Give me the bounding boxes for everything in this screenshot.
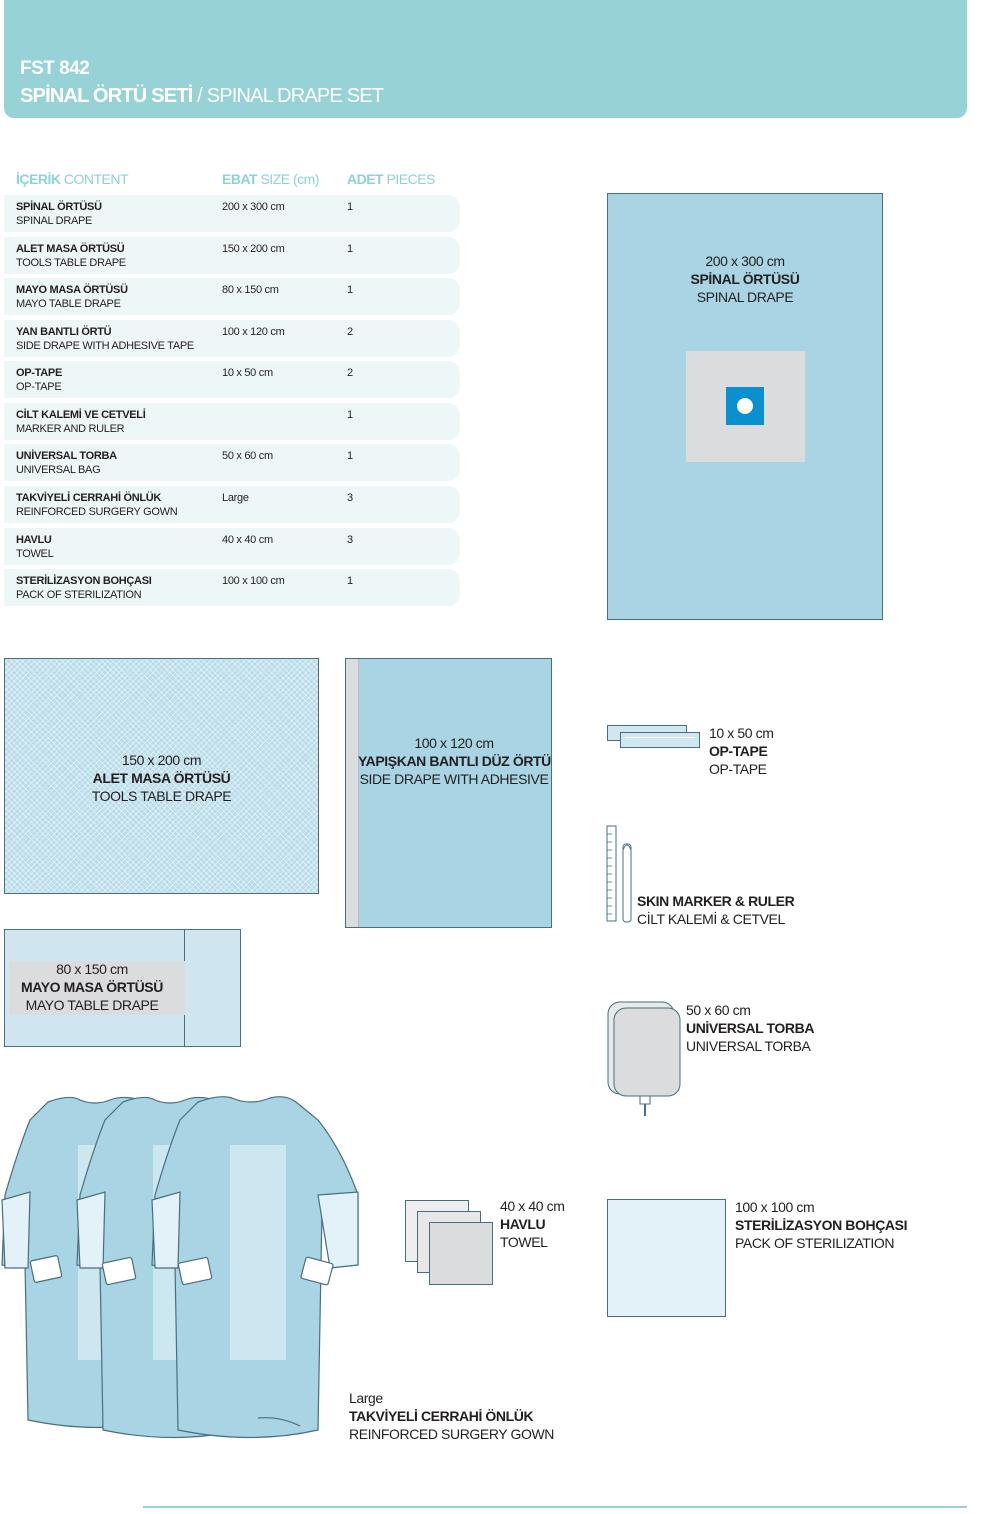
bag-size: 50 x 60 cm — [686, 1002, 751, 1018]
pack-tr: STERİLİZASYON BOHÇASI — [735, 1217, 908, 1233]
pieces-column-header: ADET PIECES — [347, 171, 435, 187]
marker-tr: SKIN MARKER & RULER — [637, 893, 795, 909]
bag-label — [686, 1001, 814, 1055]
content-column-header: İÇERİK CONTENT — [16, 171, 129, 187]
footer-divider — [143, 1506, 967, 1508]
row-pieces: 3 — [347, 534, 354, 546]
spinal-drape-label — [607, 252, 883, 306]
spinal-en: SPINAL DRAPE — [696, 289, 794, 305]
row-size: 80 x 150 cm — [222, 284, 279, 296]
row-pieces: 1 — [347, 575, 354, 587]
table-row — [4, 361, 460, 398]
page-title — [20, 85, 383, 108]
tools-tr: ALET MASA ÖRTÜSÜ — [92, 770, 231, 786]
fenestration-window — [726, 387, 764, 425]
pack-en: PACK OF STERILIZATION — [735, 1235, 895, 1251]
row-name-en: REINFORCED SURGERY GOWN — [16, 506, 178, 518]
towel-label — [500, 1197, 564, 1251]
fenestration-area — [686, 351, 805, 462]
row-pieces: 1 — [347, 409, 354, 421]
row-pieces: 1 — [347, 284, 354, 296]
row-name-tr: YAN BANTLI ÖRTÜ — [16, 326, 112, 338]
side-size: 100 x 120 cm — [414, 735, 494, 751]
tools-size: 150 x 200 cm — [121, 752, 202, 768]
row-name-en: TOOLS TABLE DRAPE — [16, 257, 126, 269]
gown-label — [349, 1389, 554, 1443]
table-row — [4, 403, 460, 440]
row-size: 50 x 60 cm — [222, 450, 273, 462]
table-row — [4, 278, 460, 315]
row-name-tr: SPİNAL ÖRTÜSÜ — [16, 201, 102, 213]
title-en: SPINAL DRAPE SET — [206, 85, 384, 107]
row-pieces: 1 — [347, 450, 354, 462]
row-size: 150 x 200 cm — [222, 243, 285, 255]
gown-en: REINFORCED SURGERY GOWN — [349, 1426, 554, 1442]
tools-drape-label — [4, 751, 319, 805]
adhesive-strip — [346, 659, 359, 927]
marker-en: CİLT KALEMİ & CETVEL — [637, 911, 785, 927]
row-name-tr: MAYO MASA ÖRTÜSÜ — [16, 284, 128, 296]
product-code: FST 842 — [20, 58, 90, 79]
row-name-en: MARKER AND RULER — [16, 423, 125, 435]
row-pieces: 1 — [347, 243, 354, 255]
sterilization-pack-icon — [607, 1199, 726, 1317]
row-name-tr: CİLT KALEMİ VE CETVELİ — [16, 409, 146, 421]
spinal-size: 200 x 300 cm — [705, 253, 785, 269]
row-name-tr: OP-TAPE — [16, 367, 62, 379]
table-row — [4, 569, 460, 606]
header-banner — [4, 0, 967, 118]
row-size: Large — [222, 492, 249, 504]
title-tr: SPİNAL ÖRTÜ SETİ — [20, 85, 193, 107]
surgery-gowns-illustration — [0, 1090, 370, 1450]
row-size: 40 x 40 cm — [222, 534, 273, 546]
bag-en: UNIVERSAL TORBA — [686, 1038, 811, 1054]
universal-bag-icon — [604, 1000, 688, 1120]
table-row — [4, 528, 460, 565]
row-pieces: 2 — [347, 326, 354, 338]
title-separator: / — [192, 85, 207, 107]
row-name-en: SIDE DRAPE WITH ADHESIVE TAPE — [16, 340, 194, 352]
op-tape-icon — [620, 732, 700, 748]
towel-en: TOWEL — [500, 1234, 548, 1250]
bag-tr: UNİVERSAL TORBA — [686, 1020, 815, 1036]
mayo-size: 80 x 150 cm — [56, 961, 128, 977]
table-row — [4, 195, 460, 232]
table-row — [4, 320, 460, 357]
marker-label — [637, 892, 794, 928]
optape-size: 10 x 50 cm — [709, 725, 774, 741]
row-size: 100 x 120 cm — [222, 326, 285, 338]
pack-size: 100 x 100 cm — [735, 1199, 815, 1215]
table-row — [4, 237, 460, 274]
row-name-en: UNIVERSAL BAG — [16, 464, 101, 476]
row-name-tr: ALET MASA ÖRTÜSÜ — [16, 243, 125, 255]
pack-label — [735, 1198, 907, 1252]
towel-tr: HAVLU — [500, 1216, 546, 1232]
spinal-tr: SPİNAL ÖRTÜSÜ — [690, 271, 800, 287]
mayo-en: MAYO TABLE DRAPE — [25, 997, 159, 1013]
side-drape-label — [358, 734, 550, 788]
row-size: 10 x 50 cm — [222, 367, 273, 379]
row-name-en: MAYO TABLE DRAPE — [16, 298, 121, 310]
side-drape-illustration — [345, 658, 552, 928]
mayo-tr: MAYO MASA ÖRTÜSÜ — [21, 979, 163, 995]
row-pieces: 2 — [347, 367, 354, 379]
row-name-tr: HAVLU — [16, 534, 52, 546]
row-size: 200 x 300 cm — [222, 201, 285, 213]
side-en: SIDE DRAPE WITH ADHESIVE — [359, 771, 549, 787]
towel-size: 40 x 40 cm — [500, 1198, 565, 1214]
row-name-en: TOWEL — [16, 548, 54, 560]
gown-icon — [152, 1097, 358, 1438]
row-pieces: 3 — [347, 492, 354, 504]
towel-icon — [429, 1222, 493, 1285]
row-size: 100 x 100 cm — [222, 575, 285, 587]
optape-tr: OP-TAPE — [709, 743, 768, 759]
skin-marker-ruler-icon — [604, 824, 636, 924]
table-row — [4, 486, 460, 523]
row-pieces: 1 — [347, 201, 354, 213]
row-name-en: SPINAL DRAPE — [16, 215, 93, 227]
row-name-en: PACK OF STERILIZATION — [16, 589, 142, 601]
side-tr: YAPIŞKAN BANTLI DÜZ ÖRTÜ — [358, 753, 551, 769]
tools-en: TOOLS TABLE DRAPE — [91, 788, 232, 804]
row-name-tr: UNİVERSAL TORBA — [16, 450, 117, 462]
row-name-tr: STERİLİZASYON BOHÇASI — [16, 575, 152, 587]
fenestration-hole — [737, 398, 753, 414]
row-name-en: OP-TAPE — [16, 381, 62, 393]
gown-tr: TAKVİYELİ CERRAHİ ÖNLÜK — [349, 1408, 534, 1424]
size-column-header: EBAT SIZE (cm) — [222, 171, 319, 187]
table-row — [4, 444, 460, 481]
mayo-drape-label — [4, 960, 180, 1014]
op-tape-label — [709, 724, 773, 778]
row-name-tr: TAKVİYELİ CERRAHİ ÖNLÜK — [16, 492, 162, 504]
gown-size: Large — [349, 1390, 383, 1406]
optape-en: OP-TAPE — [709, 761, 767, 777]
